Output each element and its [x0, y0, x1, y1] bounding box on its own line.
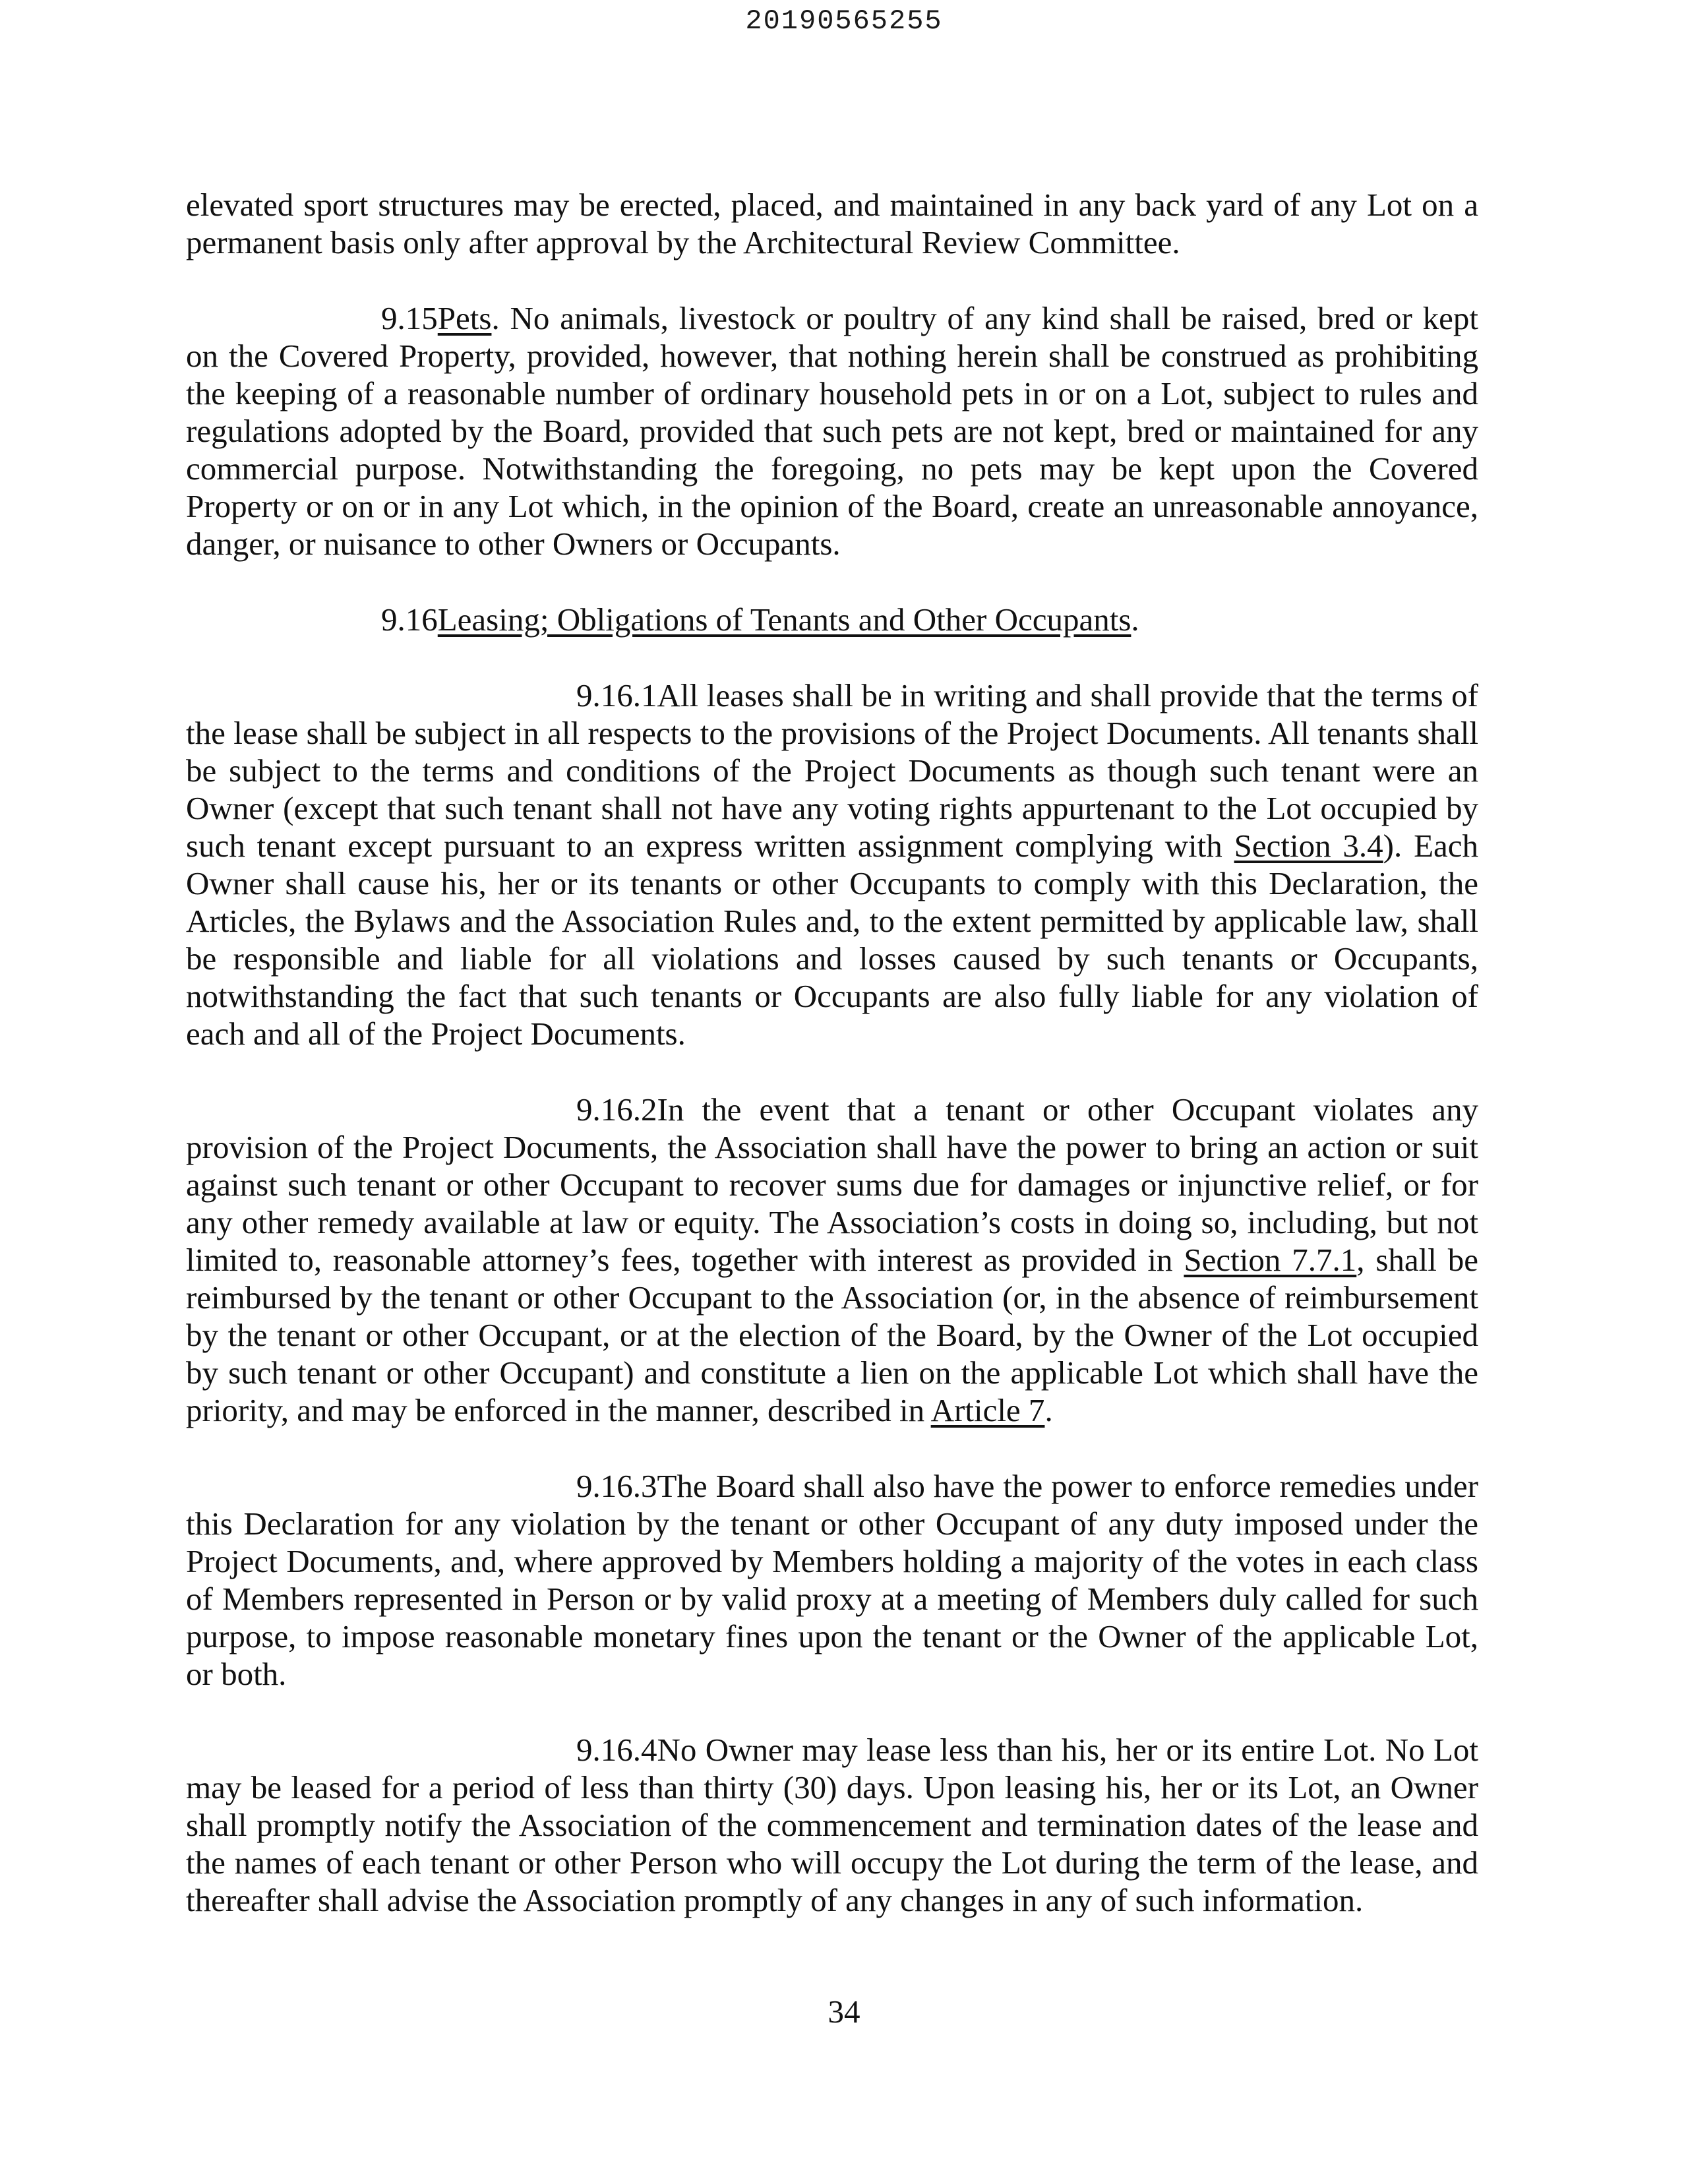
section-9-16-1 [186, 677, 1478, 1052]
paragraph-text: The Board shall also have the power to enforce remedies under this Declaration for any violation by the tenant or other Occupant of any duty imposed under the Project Documents, and, where approved by Members holding a majority of the votes in each class of Members represented in Person or by valid proxy at a meeting of Members duly called for such purpose, to impose reasonable monetary fines upon the tenant or the Owner of the applicable Lot, or both. [186, 1468, 1478, 1692]
document-body [186, 186, 1478, 1957]
section-reference: Section 3.4 [1234, 828, 1383, 864]
section-number: 9.16.4 [576, 1732, 657, 1768]
paragraph-continuation [186, 186, 1478, 261]
paragraph-text: , shall be reimbursed by the tenant or other Occupant to the Association (or, in the absence of reimbursement by the tenant or other Occupant, or at the election of the Board, by the Owner of the Lot occupied by such tenant or other Occupant) and constitute a lien on the applicable Lot which shall have the priority, and may be enforced in the manner, described in [186, 1242, 1478, 1428]
section-9-16-4 [186, 1731, 1478, 1919]
paragraph-text: No Owner may lease less than his, her or its entire Lot. No Lot may be leased for a period of less than thirty (30) days. Upon leasing his, her or its Lot, an Owner shall promptly notify the Association of the commencement and termination dates of the lease and the names of each tenant or other Person who will occupy the Lot during the term of the lease, and thereafter shall advise the Association promptly of any changes in any of such information. [186, 1732, 1478, 1918]
section-9-16-heading [186, 601, 1478, 638]
paragraph-text: . [1044, 1392, 1053, 1428]
page-number: 34 [828, 1993, 860, 2030]
paragraph-text: elevated sport structures may be erected, placed, and maintained in any back yard of any Lot on a permanent basis only after approval by the Architectural Review Committee. [186, 187, 1478, 260]
paragraph-text: . No animals, livestock or poultry of any kind shall be raised, bred or kept on the Covered Property, provided, however, that nothing herein shall be construed as prohibiting the keeping of a reasonable number of ordinary household pets in or on a Lot, subject to rules and regulations adopted by the Board, provided that such pets are not kept, bred or maintained for any commercial purpose. Notwithstanding the foregoing, no pets may be kept upon the Covered Property or on or in any Lot which, in the opinion of the Board, create an unreasonable annoyance, danger, or nuisance to other Owners or Occupants. [186, 300, 1478, 562]
section-number: 9.16.2 [576, 1091, 657, 1128]
article-reference: Article 7 [930, 1392, 1045, 1428]
section-number: 9.15 [381, 300, 438, 336]
section-number: 9.16 [381, 601, 438, 638]
section-number: 9.16.3 [576, 1468, 657, 1504]
section-9-16-3 [186, 1467, 1478, 1693]
section-number: 9.16.1 [576, 677, 657, 713]
section-title: Pets [437, 300, 492, 336]
paragraph-text: ). Each Owner shall cause his, her or its tenants or other Occupants to comply with this Declaration, the Articles, the Bylaws and the Association Rules and, to the extent permitted by applicable law, shall be responsible and liable for all violations and losses caused by such tenants or Occupants, notwithstanding the fact that such tenants or Occupants are also fully liable for any violation of each and all of the Project Documents. [186, 828, 1479, 1052]
section-9-15-pets [186, 299, 1478, 562]
document-number: 20190565255 [745, 5, 943, 37]
section-reference: Section 7.7.1 [1184, 1242, 1357, 1278]
section-title-end: . [1131, 601, 1139, 638]
section-title: Leasing; Obligations of Tenants and Other Occupants [437, 601, 1131, 638]
paragraph-text: All leases shall be in writing and shall provide that the terms of the lease shall be subject in all respects to the provisions of the Project Documents. All tenants shall be subject to the terms and conditions of the Project Documents as though such tenant were an Owner (except that such tenant shall not have any voting rights appurtenant to the Lot occupied by such tenant except pursuant to an express written assignment complying with [186, 677, 1478, 864]
section-9-16-2 [186, 1091, 1478, 1429]
paragraph-text: In the event that a tenant or other Occupant violates any provision of the Project Documents, the Association shall have the power to bring an action or suit against such tenant or other Occupant to recover sums due for damages or injunctive relief, or for any other remedy available at law or equity. The Association’s costs in doing so, including, but not limited to, reasonable attorney’s fees, together with interest as provided in [186, 1091, 1478, 1278]
